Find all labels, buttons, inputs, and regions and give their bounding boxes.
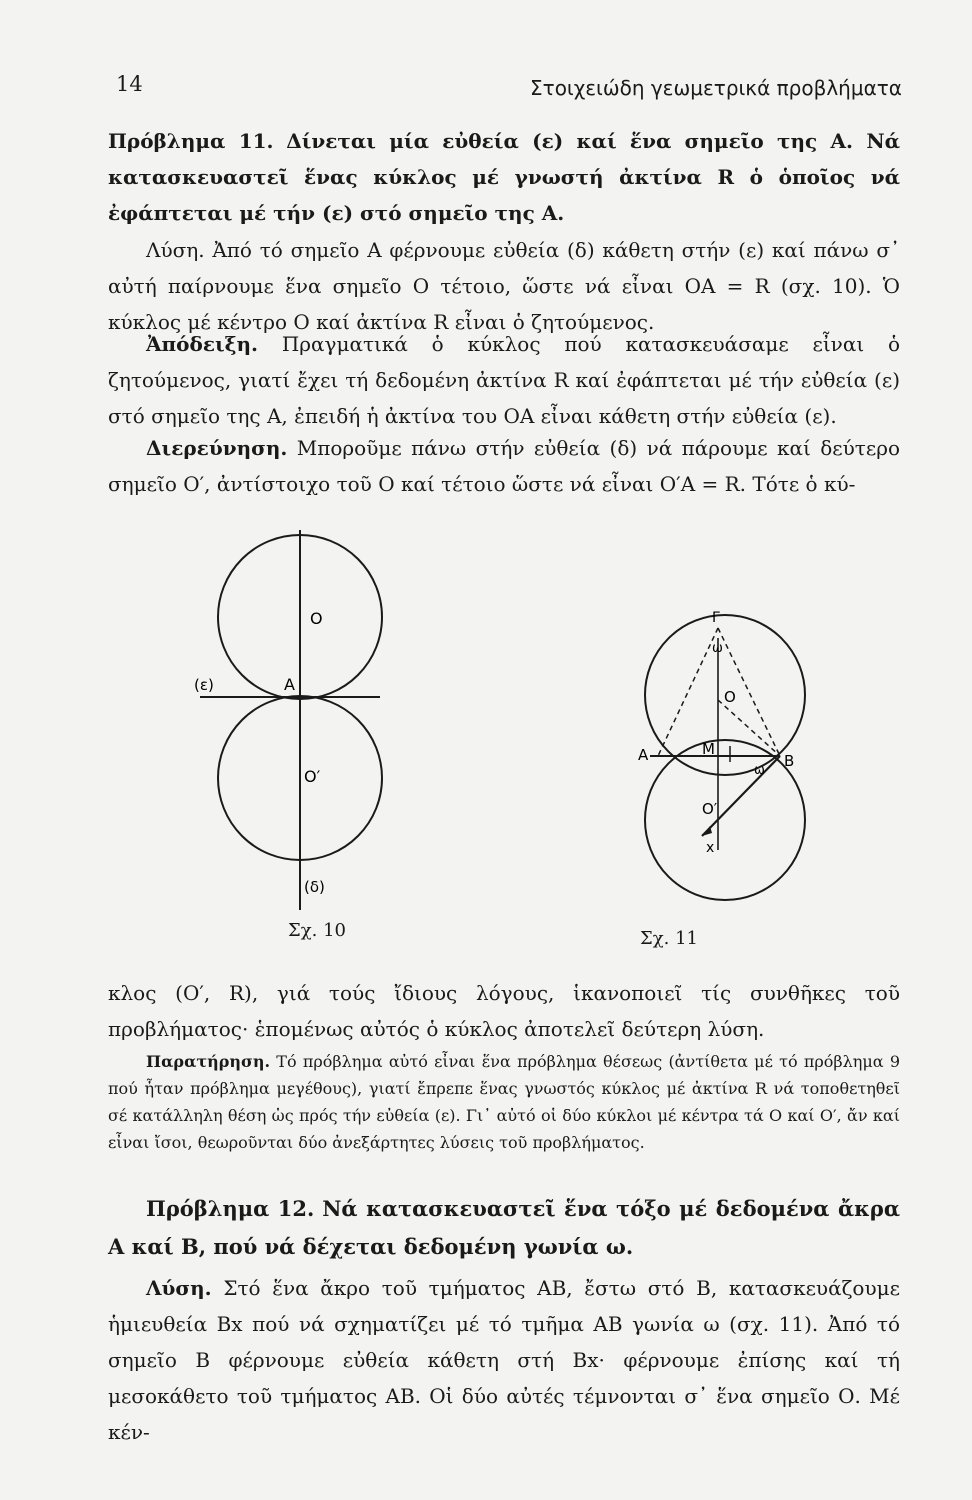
proof-label: Ἀπόδειξη. bbox=[146, 332, 259, 356]
ray-Bx bbox=[702, 756, 780, 836]
problem-11-remark bbox=[108, 1048, 900, 1156]
label-O: O bbox=[310, 609, 323, 628]
label-M: M bbox=[702, 740, 715, 758]
remark-text: Τό πρόβλημα αὐτό εἶναι ἕνα πρόβλημα θέσεως (ἀντίθετα μέ τό πρόβλημα 9 πού ἦταν πρόβλημα μεγέθους), γιατί ἔπρεπε ἕνας γνωστός κύκλος μέ ἀκτίνα R νά τοποθετηθεῖ σέ κατάλληλη θέση ὡς πρός τήν εὐθεία (ε). Γι᾽ αὐτό οἱ δύο κύκλοι μέ κέντρα τά Ο καί Ο′, ἄν καί εἶναι ἴσοι, θεωροῦνται δύο ἀνεξάρτητες λύσεις τοῦ προβλήματος. bbox=[108, 1052, 900, 1152]
figure-10-diagram bbox=[180, 520, 410, 920]
problem-11-discussion bbox=[108, 430, 900, 502]
label-O-prime: O′ bbox=[702, 800, 718, 818]
remark-label: Παρατήρηση. bbox=[146, 1052, 271, 1071]
solution-12-label: Λύση. bbox=[146, 1276, 212, 1300]
label-delta: (δ) bbox=[304, 878, 325, 896]
problem-11-solution bbox=[108, 232, 900, 340]
label-A: A bbox=[638, 746, 649, 764]
problem-12-solution bbox=[108, 1270, 900, 1450]
problem-12-statement bbox=[108, 1190, 900, 1266]
problem-11-heading: Πρόβλημα 11. bbox=[108, 129, 274, 153]
running-title: Στοιχειώδη γεωμετρικά προβλήματα bbox=[530, 76, 902, 100]
circle-O-prime bbox=[645, 740, 805, 900]
problem-11-statement bbox=[108, 123, 900, 231]
label-Gamma: Γ bbox=[712, 610, 720, 626]
discussion-label: Διερεύνηση. bbox=[146, 436, 288, 460]
continuation-text: κλος (Ο′, R), γιά τούς ἴδιους λόγους, ἱκανοποιεῖ τίς συνθῆκες τοῦ προβλήματος· ἑπομένως αὐτός ὁ κύκλος ἀποτελεῖ δεύτερη λύση. bbox=[108, 981, 900, 1041]
label-A: A bbox=[284, 675, 295, 694]
solution-12-text: Στό ἕνα ἄκρο τοῦ τμήματος ΑΒ, ἔστω στό Β, κατασκευάζουμε ἡμιευθεία Βx πού νά σχηματίζει μέ τό τμῆμα ΑΒ γωνία ω (σχ. 11). Ἀπό τό σημεῖο Β φέρνουμε εὐθεία κάθετη στή Βx· φέρνουμε ἐπίσης καί τή μεσοκάθετο τοῦ τμήματος ΑΒ. Οἱ δύο αὐτές τέμνονται σ᾽ ἕνα σημεῖο Ο. Μέ κέν- bbox=[108, 1276, 900, 1444]
radius-OB bbox=[718, 700, 780, 756]
problem-12-text: Νά κατασκευαστεῖ ἕνα τόξο μέ δεδομένα ἄκρα Α καί Β, πού νά δέχεται δεδομένη γωνία ω. bbox=[108, 1196, 900, 1259]
problem-11-proof bbox=[108, 326, 900, 434]
proof-text: Πραγματικά ὁ κύκλος πού κατασκευάσαμε εἶναι ὁ ζητούμενος, γιατί ἔχει τή δεδομένη ἀκτίνα R καί ἐφάπτεται μέ τήν εὐθεία (ε) στό σημεῖο της Α, ἐπειδή ἡ ἀκτίνα του ΟΑ εἶναι κάθετη στήν εὐθεία (ε). bbox=[108, 332, 901, 428]
figure-11-caption: Σχ. 11 bbox=[640, 928, 698, 949]
solution-label: Λύση. bbox=[146, 238, 205, 262]
chord-GammaA bbox=[658, 628, 718, 756]
page-number: 14 bbox=[116, 72, 143, 96]
label-B: B bbox=[784, 752, 795, 770]
solution-text: Ἀπό τό σημεῖο Α φέρνουμε εὐθεία (δ) κάθετη στήν (ε) καί πάνω σ᾽ αὐτή παίρνουμε ἕνα σημεῖο Ο τέτοιο, ὥστε νά εἶναι ΟΑ = R (σχ. 10). Ὁ κύκλος μέ κέντρο Ο καί ἀκτίνα R εἶναι ὁ ζητούμενος. bbox=[108, 238, 900, 334]
label-O-prime: O′ bbox=[304, 767, 321, 786]
problem-11-text: Δίνεται μία εὐθεία (ε) καί ἕνα σημεῖο της Α. Νά κατασκευαστεῖ ἕνας κύκλος μέ γνωστή ἀκτίνα R ὁ ὁποῖος νά ἐφάπτεται μέ τήν (ε) στό σημεῖο της Α. bbox=[108, 129, 900, 225]
problem-11-continuation bbox=[108, 975, 900, 1047]
figure-10-caption: Σχ. 10 bbox=[288, 920, 346, 941]
page-header bbox=[108, 72, 902, 102]
label-omega-top: ω bbox=[712, 641, 723, 656]
label-epsilon: (ε) bbox=[194, 676, 214, 694]
label-x: x bbox=[706, 840, 715, 856]
discussion-text: Μποροῦμε πάνω στήν εὐθεία (δ) νά πάρουμε καί δεύτερο σημεῖο Ο′, ἀντίστοιχο τοῦ Ο καί τέτοιο ὥστε νά εἶναι Ο′Α = R. Τότε ὁ κύ- bbox=[108, 436, 900, 496]
figure-11-diagram bbox=[630, 600, 830, 910]
label-omega-B: ω bbox=[754, 763, 765, 778]
label-O: O bbox=[724, 688, 736, 706]
problem-12-heading: Πρόβλημα 12. bbox=[146, 1196, 315, 1221]
